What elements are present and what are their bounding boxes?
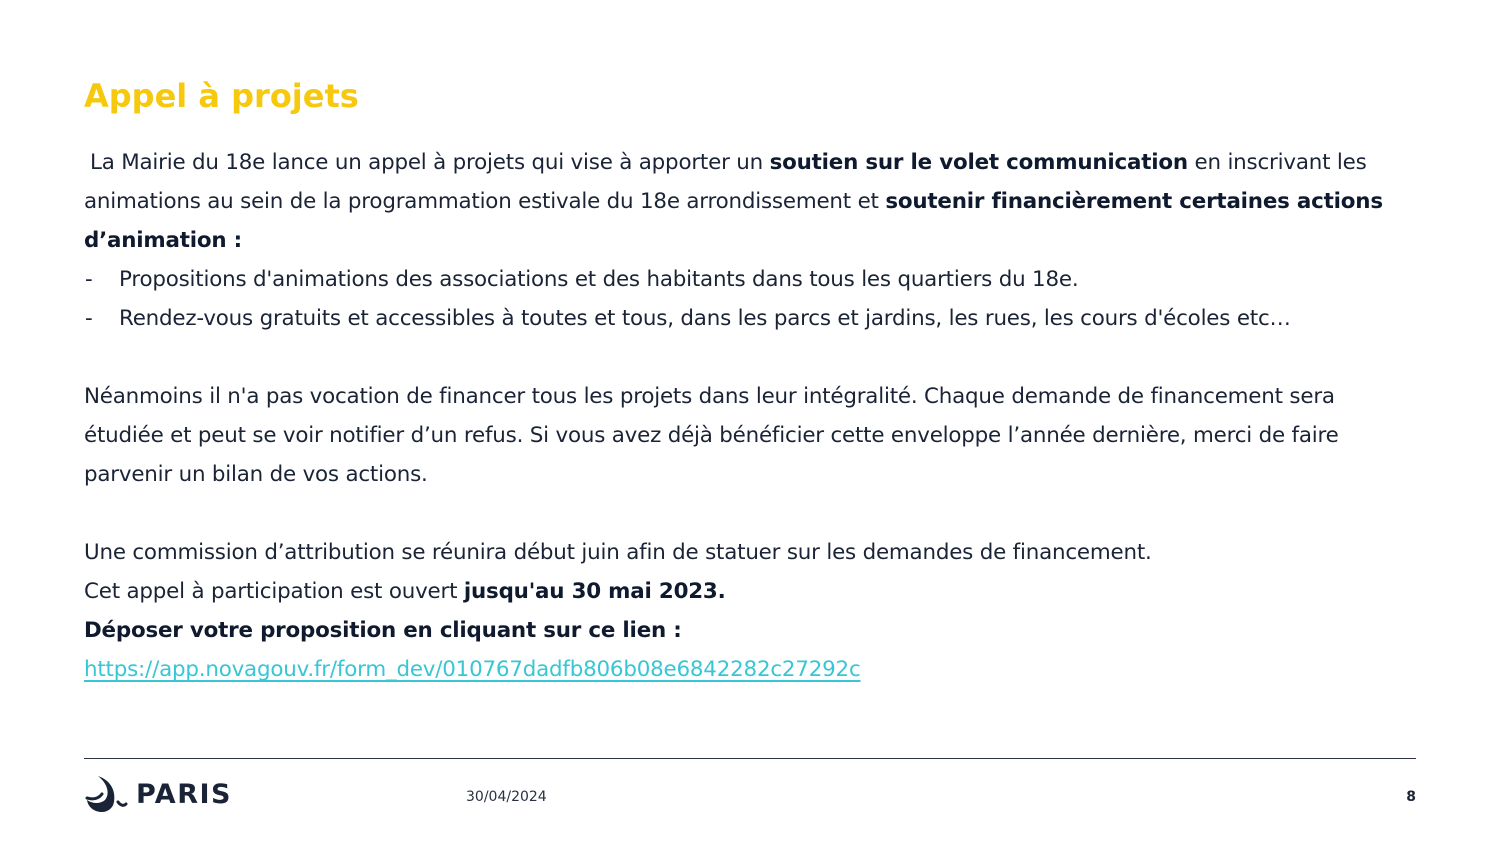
deadline-line xyxy=(84,572,1414,611)
intro-bold-1: soutien sur le volet communication xyxy=(769,150,1188,175)
slide-title: Appel à projets xyxy=(84,77,359,115)
footer-divider xyxy=(84,758,1416,759)
intro-text-1: La Mairie du 18e lance un appel à projets qui vise à apporter un xyxy=(90,150,770,175)
deadline-date: jusqu'au 30 mai 2023. xyxy=(463,579,726,604)
paris-logo-text: PARIS xyxy=(136,778,232,810)
intro-bold-2: soutenir financièrement certaines actions d’animation : xyxy=(84,189,1383,253)
paris-boat-icon xyxy=(84,772,128,816)
financing-paragraph: Néanmoins il n'a pas vocation de financer tous les projets dans leur intégralité. Chaque demande de financement sera étudiée et peut se voir notifier d’un refus. Si vous avez déjà bénéficier cette enveloppe l’année dernière, merci de faire parvenir un bilan de vos actions. xyxy=(84,384,1339,487)
bullet-list xyxy=(84,260,1414,338)
commission-text: Une commission d’attribution se réunira début juin afin de statuer sur les demandes de financement. xyxy=(84,540,1152,565)
link-line xyxy=(84,650,1414,689)
cta-bold: Déposer votre proposition en cliquant sur ce lien : xyxy=(84,618,682,643)
bullet-item: - Rendez-vous gratuits et accessibles à toutes et tous, dans les parcs et jardins, les rues, les cours d'écoles etc… xyxy=(84,299,1414,338)
cta-text xyxy=(84,611,1414,650)
intro-text-2: en inscrivant les animations au sein de la programmation estivale du 18e arrondissement et xyxy=(84,150,1367,214)
slide-body xyxy=(84,143,1414,689)
deadline-text: Cet appel à participation est ouvert xyxy=(84,579,464,604)
intro-paragraph xyxy=(84,143,1414,260)
application-form-link[interactable]: https://app.novagouv.fr/form_dev/010767dadfb806b08e6842282c27292c xyxy=(84,657,861,682)
bullet-item: - Propositions d'animations des associations et des habitants dans tous les quartiers du 18e. xyxy=(84,260,1414,299)
paris-logo xyxy=(84,771,232,817)
page-number: 8 xyxy=(1406,789,1416,805)
footer-date: 30/04/2024 xyxy=(466,789,547,805)
